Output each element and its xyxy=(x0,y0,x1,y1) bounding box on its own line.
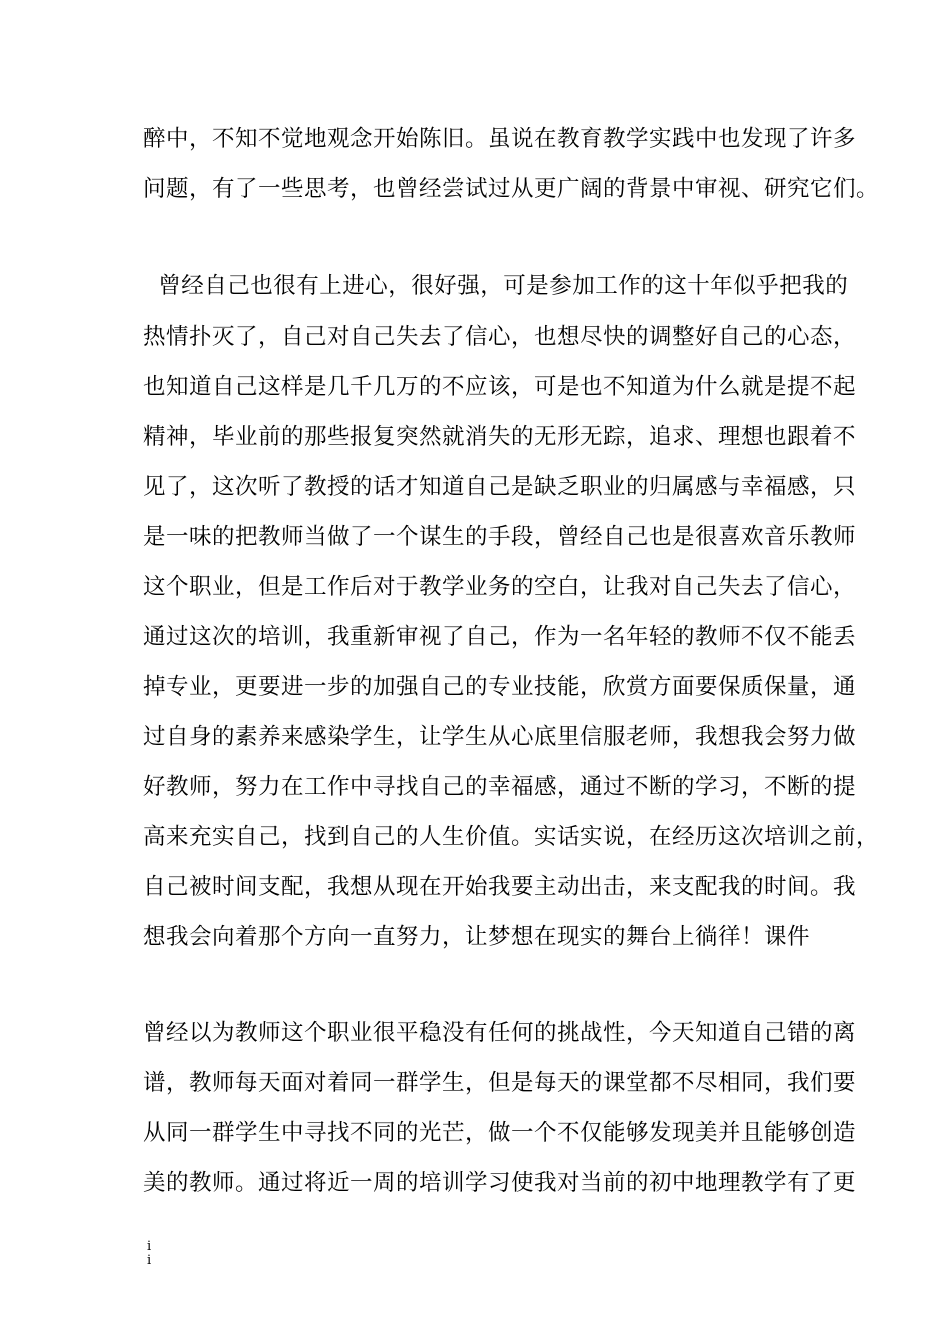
text-line: 好教师，努力在工作中寻找自己的幸福感，通过不断的学习，不断的提 xyxy=(143,774,857,800)
page-marker: ii xyxy=(147,1239,152,1268)
text-line: 醉中，不知不觉地观念开始陈旧。虽说在教育教学实践中也发现了许多 xyxy=(143,126,857,152)
text-line: 问题，有了一些思考，也曾经尝试过从更广阔的背景中审视、研究它们。 xyxy=(143,176,880,202)
text-line: 掉专业，更要进一步的加强自己的专业技能，欣赏方面要保质保量，通 xyxy=(143,674,857,700)
text-line: 通过这次的培训，我重新审视了自己，作为一名年轻的教师不仅不能丢 xyxy=(143,624,857,650)
text-line: 想我会向着那个方向一直努力，让梦想在现实的舞台上徜徉！课件 xyxy=(143,924,811,950)
text-line: 谱，教师每天面对着同一群学生，但是每天的课堂都不尽相同，我们要 xyxy=(143,1070,857,1096)
text-line: 美的教师。通过将近一周的培训学习使我对当前的初中地理教学有了更 xyxy=(143,1170,857,1196)
text-line: 是一味的把教师当做了一个谋生的手段，曾经自己也是很喜欢音乐教师 xyxy=(143,524,857,550)
text-line: 精神，毕业前的那些报复突然就消失的无形无踪，追求、理想也跟着不 xyxy=(143,424,857,450)
text-line: 这个职业，但是工作后对于教学业务的空白，让我对自己失去了信心， xyxy=(143,574,857,600)
text-line: 见了，这次听了教授的话才知道自己是缺乏职业的归属感与幸福感，只 xyxy=(143,474,857,500)
text-line: 也知道自己这样是几千几万的不应该，可是也不知道为什么就是提不起 xyxy=(143,374,857,400)
text-line: 高来充实自己，找到自己的人生价值。实话实说，在经历这次培训之前， xyxy=(143,824,880,850)
text-line: 从同一群学生中寻找不同的光芒，做一个不仅能够发现美并且能够创造 xyxy=(143,1120,857,1146)
text-line: 曾经自己也很有上进心，很好强，可是参加工作的这十年似乎把我的 xyxy=(143,273,849,299)
text-line: 过自身的素养来感染学生，让学生从心底里信服老师，我想我会努力做 xyxy=(143,724,857,750)
text-line: 热情扑灭了，自己对自己失去了信心，也想尽快的调整好自己的心态， xyxy=(143,324,857,350)
text-line: 曾经以为教师这个职业很平稳没有任何的挑战性，今天知道自己错的离 xyxy=(143,1020,857,1046)
text-line: 自己被时间支配，我想从现在开始我要主动出击，来支配我的时间。我 xyxy=(143,874,857,900)
